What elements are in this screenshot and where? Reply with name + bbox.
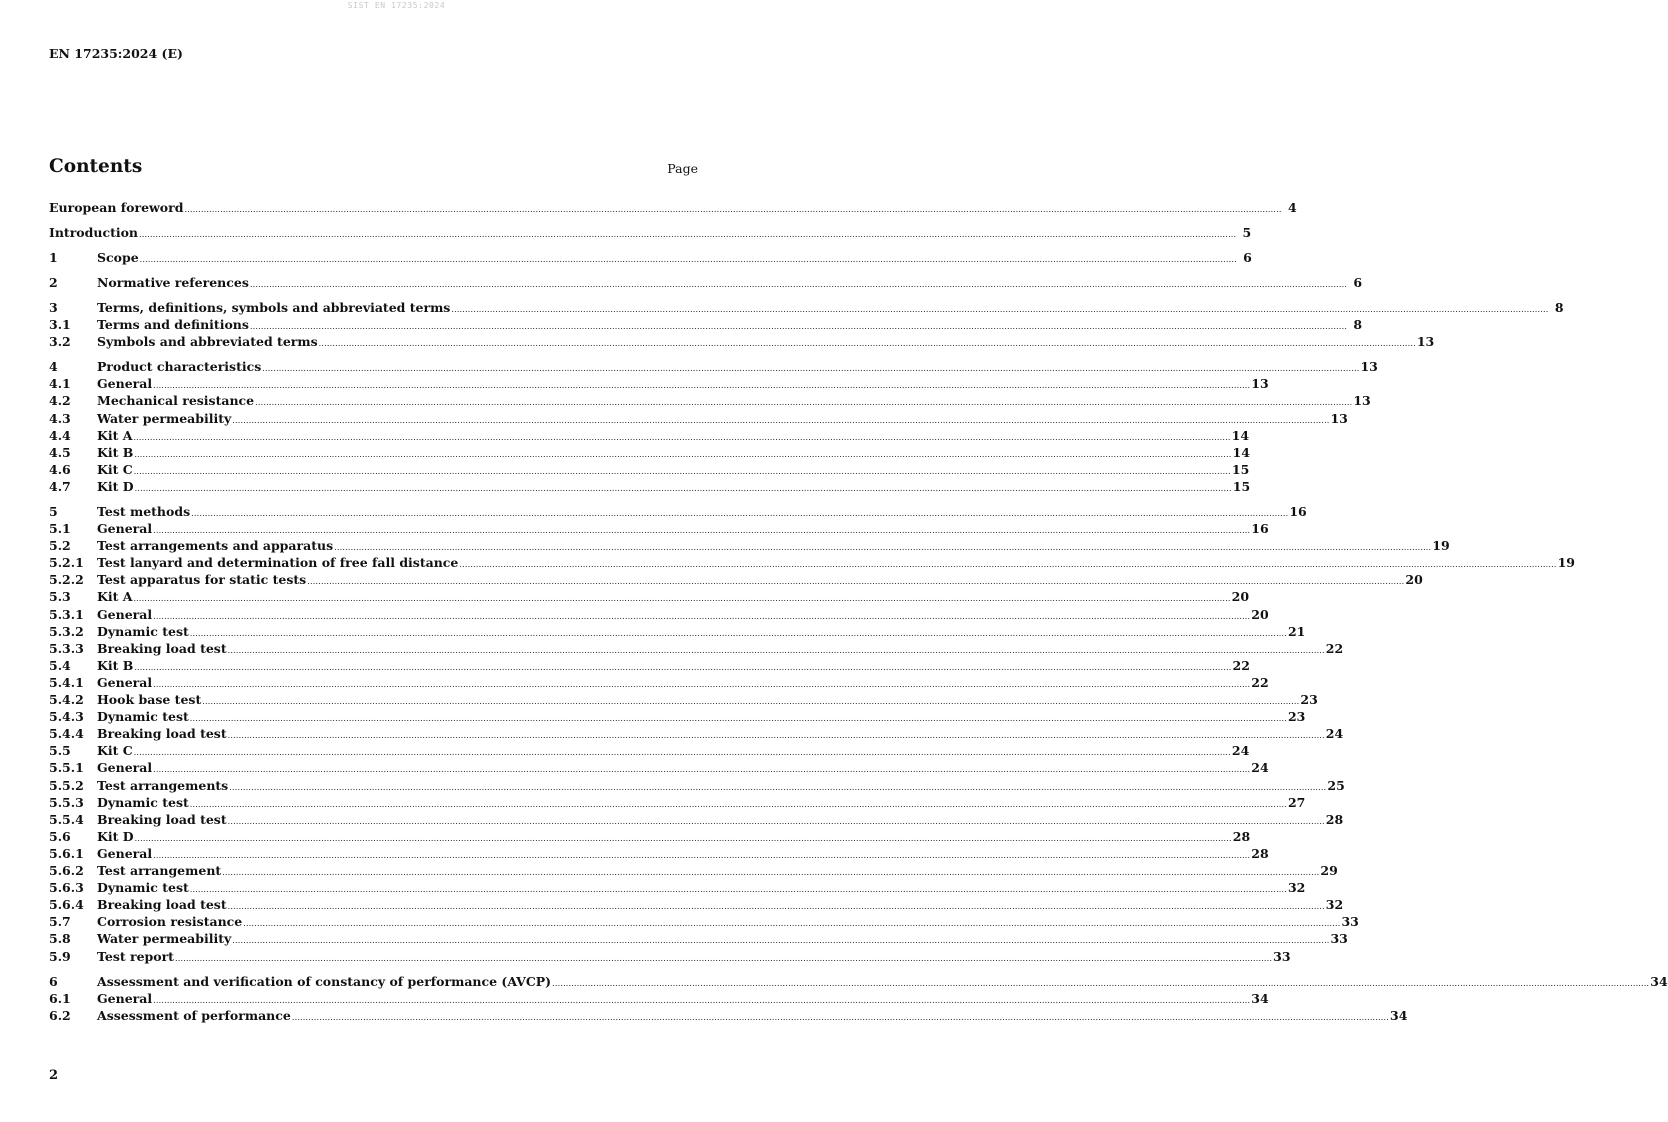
toc-entry-number: 4.2: [49, 393, 71, 409]
toc-entry[interactable]: [49, 948, 1291, 965]
toc-entry[interactable]: [49, 726, 1344, 742]
toc-entry-title: General: [97, 674, 153, 690]
toc-entry[interactable]: [49, 444, 1250, 461]
toc-entry-page: 15: [1231, 461, 1250, 477]
toc-entry-number: 5.6.2: [49, 863, 84, 878]
toc-entry-title: General: [97, 990, 153, 1006]
toc-entry-title: Breaking load test: [97, 897, 227, 913]
dot-leader: ................................................................................................................................................................................................................................................................................................................................................................................................................: [189, 714, 1287, 724]
toc-entry[interactable]: [49, 1007, 1408, 1024]
toc-entry-number: 4.1: [49, 376, 71, 392]
toc-entry[interactable]: [49, 393, 1371, 409]
toc-entry[interactable]: [49, 973, 1668, 990]
toc-entry-page: 27: [1287, 794, 1306, 810]
toc-entry[interactable]: [49, 743, 1250, 759]
toc-entry-title: Test apparatus for static tests: [97, 572, 307, 588]
toc-entry-page: 24: [1325, 726, 1344, 742]
toc-entry-number: 4.6: [49, 461, 71, 477]
toc-entry-number: 5.7: [49, 914, 71, 930]
dot-leader: ................................................................................................................................................................................................................................................................................................................................................................................................................: [134, 662, 1232, 672]
toc-entry[interactable]: [49, 410, 1348, 427]
toc-entry[interactable]: [49, 777, 1345, 794]
toc-entry-number: 3.1: [49, 317, 71, 333]
toc-entry-title: General: [97, 376, 153, 392]
toc-entry-number: 6.1: [49, 990, 71, 1006]
toc-entry-page: 22: [1325, 640, 1344, 656]
dot-leader: ................................................................................................................................................................................................................................................................................................................................................................................................................: [229, 782, 1327, 792]
toc-entry[interactable]: [49, 478, 1251, 495]
dot-leader: ................................................................................................................................................................................................................................................................................................................................................................................................................: [255, 398, 1353, 408]
toc-entry-number: 5.5: [49, 743, 71, 759]
toc-entry-title: Kit B: [97, 657, 134, 673]
toc-entry-page: 34: [1390, 1007, 1408, 1023]
toc-entry-title: General: [97, 521, 153, 536]
dot-leader: ................................................................................................................................................................................................................................................................................................................................................................................................................: [153, 850, 1251, 860]
dot-leader: ................................................................................................................................................................................................................................................................................................................................................................................................................: [153, 765, 1251, 775]
toc-entry-page: 23: [1300, 692, 1318, 707]
toc-entry-number: 2: [49, 275, 58, 290]
toc-entry-title: Water permeability: [97, 931, 232, 947]
toc-entry[interactable]: [49, 461, 1250, 478]
toc-entry-number: 5.6.1: [49, 845, 84, 861]
toc-entry-title: Kit D: [97, 478, 134, 494]
toc-entry-number: 5.9: [49, 948, 71, 964]
toc-entry-page: 20: [1231, 589, 1250, 605]
toc-entry-number: 5.8: [49, 931, 71, 947]
toc-entry[interactable]: [49, 794, 1306, 811]
dot-leader: ................................................................................................................................................................................................................................................................................................................................................................................................................: [133, 466, 1231, 476]
toc-entry[interactable]: [49, 811, 1344, 828]
toc-entry-title: Terms and definitions: [97, 317, 249, 333]
toc-entry[interactable]: [49, 880, 1306, 896]
toc-entry-title: Breaking load test: [97, 726, 227, 742]
dot-leader: ................................................................................................................................................................................................................................................................................................................................................................................................................: [153, 611, 1251, 621]
document-id: EN 17235:2024 (E): [49, 46, 183, 61]
toc-entry-number: 5.4.3: [49, 709, 84, 725]
dot-leader: ................................................................................................................................................................................................................................................................................................................................................................................................................: [134, 449, 1232, 459]
toc-entry-number: 5.6: [49, 828, 71, 844]
dot-leader: ................................................................................................................................................................................................................................................................................................................................................................................................................: [139, 230, 1237, 239]
toc-entry-number: 5.5.4: [49, 811, 84, 827]
toc-entry-title: General: [97, 606, 153, 622]
toc-entry-page: 20: [1405, 572, 1423, 588]
toc-entry[interactable]: [49, 589, 1250, 605]
toc-entry-page: 19: [1432, 538, 1450, 554]
dot-leader: ................................................................................................................................................................................................................................................................................................................................................................................................................: [227, 816, 1325, 826]
dot-leader: ................................................................................................................................................................................................................................................................................................................................................................................................................: [133, 432, 1231, 442]
toc-entry-title: Dynamic test: [97, 794, 189, 810]
toc-entry-title: Introduction: [49, 225, 139, 240]
toc-entry-number: 5.5.3: [49, 794, 84, 810]
toc-entry[interactable]: [49, 538, 1450, 554]
toc-entry-number: 5.2: [49, 538, 71, 554]
toc-entry-title: Kit A: [97, 589, 133, 605]
dot-leader: ................................................................................................................................................................................................................................................................................................................................................................................................................: [134, 833, 1232, 843]
page-number: 2: [49, 1068, 59, 1083]
toc-entry[interactable]: [49, 623, 1306, 640]
toc-entry-number: 5.2.1: [49, 555, 84, 571]
toc-entry[interactable]: [49, 521, 1269, 537]
toc-entry-page: 13: [1330, 410, 1348, 426]
toc-entry-number: 5.4.4: [49, 726, 84, 742]
toc-entry[interactable]: [49, 200, 1297, 216]
toc-entry-page: 24: [1251, 760, 1269, 776]
toc-entry-number: 5.4: [49, 657, 71, 673]
toc-entry-page: 14: [1232, 444, 1250, 460]
dot-leader: ................................................................................................................................................................................................................................................................................................................................................................................................................: [189, 628, 1287, 638]
toc-entry-number: 4.5: [49, 444, 71, 460]
toc-entry-page: 21: [1287, 623, 1306, 639]
toc-entry[interactable]: [49, 427, 1250, 444]
toc-entry[interactable]: [49, 555, 1575, 571]
toc-entry-number: 6.2: [49, 1007, 71, 1023]
toc-entry-number: 4.3: [49, 410, 71, 426]
toc-entry[interactable]: [49, 606, 1269, 623]
toc-entry-page: 13: [1353, 393, 1371, 409]
toc-entry-number: 5.3: [49, 589, 71, 605]
dot-leader: ................................................................................................................................................................................................................................................................................................................................................................................................................: [227, 731, 1325, 741]
toc-entry-page: 28: [1325, 811, 1344, 827]
toc-entry[interactable]: [49, 897, 1344, 913]
toc-entry-page: 22: [1251, 674, 1269, 690]
toc-entry[interactable]: [49, 503, 1307, 520]
toc-entry-title: Symbols and abbreviated terms: [97, 334, 318, 350]
toc-entry-title: Mechanical resistance: [97, 393, 255, 409]
toc-entry-title: Dynamic test: [97, 623, 189, 639]
toc-entry-page: 32: [1287, 880, 1306, 896]
toc-entry-number: 4.7: [49, 478, 71, 494]
dot-leader: ................................................................................................................................................................................................................................................................................................................................................................................................................: [227, 902, 1325, 912]
dot-leader: ................................................................................................................................................................................................................................................................................................................................................................................................................: [153, 526, 1251, 535]
toc-entry-title: Corrosion resistance: [97, 914, 243, 930]
toc-entry-page: 22: [1232, 657, 1250, 673]
toc-entry-page: 14: [1231, 427, 1250, 443]
toc-entry[interactable]: [49, 657, 1250, 674]
dot-leader: ................................................................................................................................................................................................................................................................................................................................................................................................................: [191, 508, 1289, 518]
dot-leader: ................................................................................................................................................................................................................................................................................................................................................................................................................: [459, 560, 1557, 570]
toc-entry-number: 5.4.1: [49, 674, 84, 690]
toc-entry[interactable]: [49, 275, 1363, 291]
toc-entry-title: European foreword: [49, 200, 184, 215]
toc-entry-title: Kit B: [97, 444, 134, 460]
page-column-label: Page: [667, 161, 698, 176]
contents-heading: Contents: [49, 156, 143, 177]
toc-entry-page: 16: [1251, 521, 1269, 536]
toc-entry-page: 25: [1327, 777, 1345, 793]
toc-entry-page: 13: [1360, 359, 1378, 375]
toc-entry-page: 23: [1287, 709, 1306, 725]
toc-entry[interactable]: [49, 760, 1269, 776]
toc-entry[interactable]: [49, 863, 1338, 879]
dot-leader: ................................................................................................................................................................................................................................................................................................................................................................................................................: [222, 868, 1320, 877]
toc-entry-title: Kit C: [97, 461, 133, 477]
dot-leader: ................................................................................................................................................................................................................................................................................................................................................................................................................: [174, 953, 1273, 963]
dot-leader: ................................................................................................................................................................................................................................................................................................................................................................................................................: [552, 978, 1650, 988]
toc-entry-number: 5.1: [49, 521, 71, 536]
dot-leader: ................................................................................................................................................................................................................................................................................................................................................................................................................: [232, 415, 1330, 425]
toc-entry[interactable]: [49, 931, 1348, 947]
toc-entry-number: 5.6.4: [49, 897, 84, 913]
dot-leader: ................................................................................................................................................................................................................................................................................................................................................................................................................: [134, 483, 1232, 493]
toc-entry-number: 1: [49, 250, 58, 265]
toc-entry-page: 6: [1243, 250, 1252, 265]
dot-leader: ................................................................................................................................................................................................................................................................................................................................................................................................................: [451, 305, 1549, 314]
toc-entry-number: 5.2.2: [49, 572, 84, 588]
toc-entry-page: 8: [1353, 317, 1363, 333]
dot-leader: ................................................................................................................................................................................................................................................................................................................................................................................................................: [232, 936, 1330, 946]
toc-entry-page: 33: [1273, 948, 1291, 964]
dot-leader: ................................................................................................................................................................................................................................................................................................................................................................................................................: [291, 1012, 1390, 1022]
dot-leader: ................................................................................................................................................................................................................................................................................................................................................................................................................: [318, 339, 1416, 349]
toc-entry-number: 6: [49, 973, 58, 989]
toc-entry[interactable]: [49, 692, 1318, 708]
toc-entry-page: 13: [1251, 376, 1269, 392]
toc-entry-number: 5.3.1: [49, 606, 84, 622]
toc-entry-number: 3.2: [49, 334, 71, 350]
dot-leader: ................................................................................................................................................................................................................................................................................................................................................................................................................: [139, 255, 1237, 264]
toc-entry-number: 5.5.2: [49, 777, 84, 793]
dot-leader: ................................................................................................................................................................................................................................................................................................................................................................................................................: [262, 364, 1360, 374]
toc-entry-number: 5: [49, 503, 58, 519]
toc-entry-page: 28: [1232, 828, 1251, 844]
toc-entry[interactable]: [49, 376, 1269, 392]
dot-leader: ................................................................................................................................................................................................................................................................................................................................................................................................................: [243, 919, 1341, 929]
toc-entry[interactable]: [49, 674, 1269, 691]
dot-leader: ................................................................................................................................................................................................................................................................................................................................................................................................................: [307, 577, 1405, 587]
toc-entry-page: 20: [1251, 606, 1269, 622]
toc-entry-title: Scope: [97, 250, 139, 265]
dot-leader: ................................................................................................................................................................................................................................................................................................................................................................................................................: [202, 697, 1300, 706]
toc-entry-number: 4.4: [49, 427, 71, 443]
toc-entry-title: Kit A: [97, 427, 133, 443]
toc-entry-title: Normative references: [97, 275, 249, 290]
toc-entry[interactable]: [49, 914, 1359, 930]
toc-entry-title: General: [97, 845, 153, 861]
toc-entry-page: 29: [1320, 863, 1338, 878]
toc-entry-title: Assessment and verification of constancy of performance (AVCP): [97, 973, 552, 989]
toc-entry-page: 33: [1341, 914, 1359, 930]
dot-leader: ................................................................................................................................................................................................................................................................................................................................................................................................................: [133, 594, 1231, 604]
toc-entry-number: 5.4.2: [49, 692, 84, 707]
toc-entry[interactable]: [49, 828, 1251, 845]
toc-entry[interactable]: [49, 640, 1344, 657]
watermark: SIST EN 17235:2024: [347, 1, 446, 10]
toc-entry-page: 32: [1325, 897, 1344, 913]
toc-entry-page: 15: [1232, 478, 1251, 494]
dot-leader: ................................................................................................................................................................................................................................................................................................................................................................................................................: [153, 679, 1251, 689]
toc-entry-number: 5.3.2: [49, 623, 84, 639]
toc-entry-title: Breaking load test: [97, 640, 227, 656]
toc-entry-title: General: [97, 760, 153, 776]
toc-entry[interactable]: [49, 317, 1363, 333]
toc-entry-page: 5: [1242, 225, 1252, 240]
dot-leader: ................................................................................................................................................................................................................................................................................................................................................................................................................: [227, 645, 1325, 655]
toc-entry-title: Assessment of performance: [97, 1007, 291, 1023]
toc-entry-title: Test lanyard and determination of free fall distance: [97, 555, 459, 571]
toc-entry-number: 5.3.3: [49, 640, 84, 656]
toc-entry-title: Test report: [97, 948, 174, 964]
toc-entry-title: Product characteristics: [97, 359, 262, 375]
toc-entry-title: Test arrangements and apparatus: [97, 538, 334, 554]
toc-entry-page: 19: [1557, 555, 1575, 571]
toc-entry-title: Terms, definitions, symbols and abbreviated terms: [97, 300, 451, 315]
toc-entry-number: 5.6.3: [49, 880, 84, 896]
toc-entry-page: 34: [1650, 973, 1668, 989]
toc-entry[interactable]: [49, 359, 1378, 375]
toc-entry-title: Hook base test: [97, 692, 202, 707]
dot-leader: ................................................................................................................................................................................................................................................................................................................................................................................................................: [249, 322, 1348, 332]
toc-entry-page: 13: [1416, 334, 1435, 350]
toc-entry-title: Water permeability: [97, 410, 232, 426]
dot-leader: ................................................................................................................................................................................................................................................................................................................................................................................................................: [184, 205, 1282, 214]
toc-entry[interactable]: [49, 709, 1306, 725]
toc-entry-page: 4: [1287, 200, 1297, 215]
toc-entry-title: Dynamic test: [97, 709, 189, 725]
dot-leader: ................................................................................................................................................................................................................................................................................................................................................................................................................: [153, 995, 1251, 1005]
toc-entry[interactable]: [49, 300, 1564, 316]
toc-entry[interactable]: [49, 225, 1252, 241]
toc-entry[interactable]: [49, 990, 1269, 1007]
toc-entry-title: Breaking load test: [97, 811, 227, 827]
toc-entry-number: 5.5.1: [49, 760, 84, 776]
toc-entry-title: Kit C: [97, 743, 133, 759]
dot-leader: ................................................................................................................................................................................................................................................................................................................................................................................................................: [189, 885, 1287, 895]
toc-entry-page: 33: [1330, 931, 1348, 947]
toc-entry-number: 3: [49, 300, 58, 315]
dot-leader: ................................................................................................................................................................................................................................................................................................................................................................................................................: [189, 799, 1287, 809]
toc-entry-page: 8: [1554, 300, 1564, 315]
toc-entry-page: 16: [1289, 503, 1307, 519]
dot-leader: ................................................................................................................................................................................................................................................................................................................................................................................................................: [249, 280, 1348, 289]
toc-entry-page: 24: [1231, 743, 1250, 759]
toc-entry-title: Test methods: [97, 503, 191, 519]
toc-entry-title: Test arrangements: [97, 777, 229, 793]
toc-entry[interactable]: [49, 250, 1252, 266]
toc-entry-page: 6: [1353, 275, 1363, 290]
dot-leader: ................................................................................................................................................................................................................................................................................................................................................................................................................: [133, 748, 1231, 758]
dot-leader: ................................................................................................................................................................................................................................................................................................................................................................................................................: [153, 381, 1251, 391]
toc-entry-title: Test arrangement: [97, 863, 222, 878]
toc-entry-page: 28: [1251, 845, 1269, 861]
toc-entry[interactable]: [49, 845, 1269, 862]
toc-entry-number: 4: [49, 359, 58, 375]
toc-entry[interactable]: [49, 572, 1423, 588]
dot-leader: ................................................................................................................................................................................................................................................................................................................................................................................................................: [334, 543, 1432, 553]
toc-entry[interactable]: [49, 334, 1435, 350]
toc-entry-title: Dynamic test: [97, 880, 189, 896]
toc-entry-page: 34: [1251, 990, 1269, 1006]
toc-entry-title: Kit D: [97, 828, 134, 844]
